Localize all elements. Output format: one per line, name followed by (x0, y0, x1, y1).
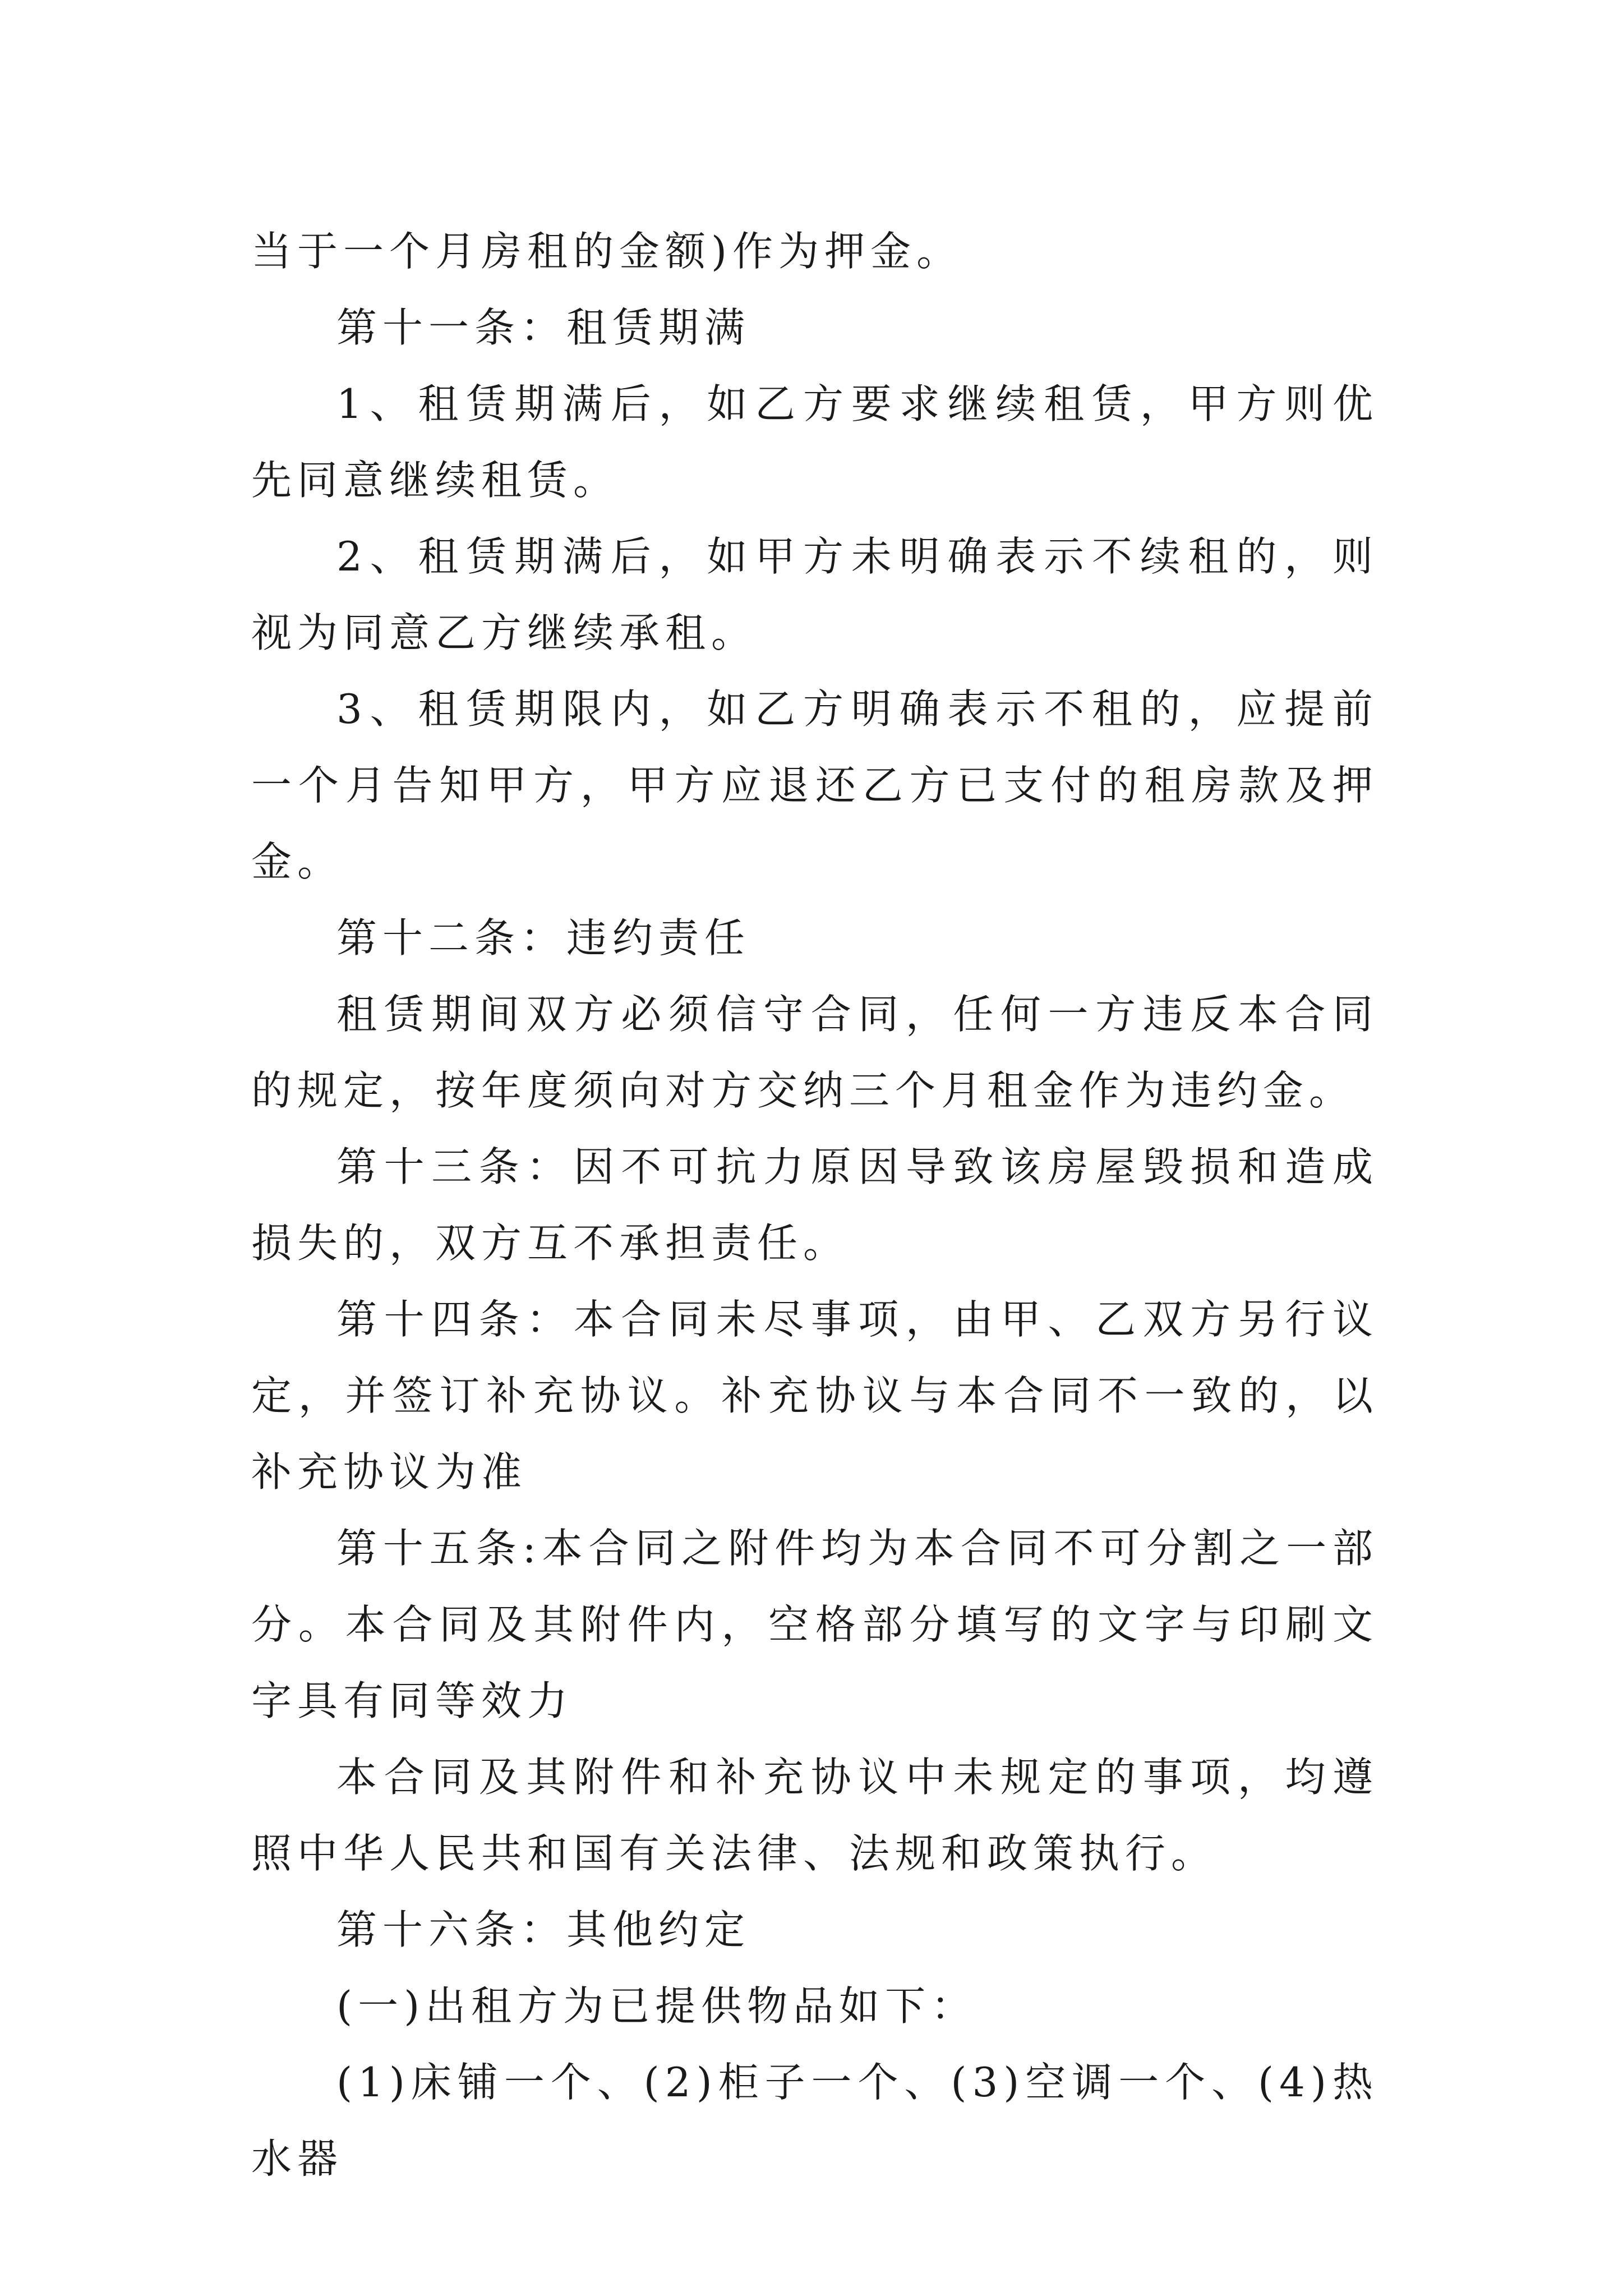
paragraph-article-11-item-3: 3、租赁期限内，如乙方明确表示不租的，应提前一个月告知甲方，甲方应退还乙方已支付的租房款及押金。 (251, 685, 1378, 885)
paragraph-article-12-body: 租赁期间双方必须信守合同，任何一方违反本合同的规定，按年度须向对方交纳三个月租金作为违约金。 (251, 991, 1378, 1114)
paragraph-article-11-item-2: 2、租赁期满后，如甲方未明确表示不续租的，则视为同意乙方继续承租。 (251, 533, 1378, 656)
paragraph-provided-items-list: (1)床铺一个、(2)柜子一个、(3)空调一个、(4)热水器 (251, 2059, 1378, 2182)
heading-article-16: 第十六条：其他约定 (336, 1906, 751, 1953)
paragraph-article-15: 第十五条:本合同之附件均为本合同不可分割之一部分。本合同及其附件内，空格部分填写的文字与印刷文字具有同等效力 (251, 1525, 1378, 1724)
paragraph-article-13: 第十三条：因不可抗力原因导致该房屋毁损和造成损失的，双方互不承担责任。 (251, 1143, 1378, 1267)
heading-article-12: 第十二条：违约责任 (336, 914, 751, 961)
paragraph-article-11-item-1: 1、租赁期满后，如乙方要求继续租赁，甲方则优先同意继续租赁。 (251, 380, 1378, 504)
paragraph-deposit-continuation: 当于一个月房租的金额)作为押金。 (251, 228, 963, 275)
paragraph-article-14: 第十四条：本合同未尽事项，由甲、乙双方另行议定，并签订补充协议。补充协议与本合同不一致的，以补充协议为准 (251, 1296, 1378, 1496)
document-page (251, 213, 1378, 2197)
paragraph-provided-items-intro: (一)出租方为已提供物品如下： (336, 1982, 978, 2030)
heading-article-11: 第十一条：租赁期满 (336, 304, 751, 351)
paragraph-applicable-law: 本合同及其附件和补充协议中未规定的事项，均遵照中华人民共和国有关法律、法规和政策执行。 (251, 1754, 1378, 1877)
